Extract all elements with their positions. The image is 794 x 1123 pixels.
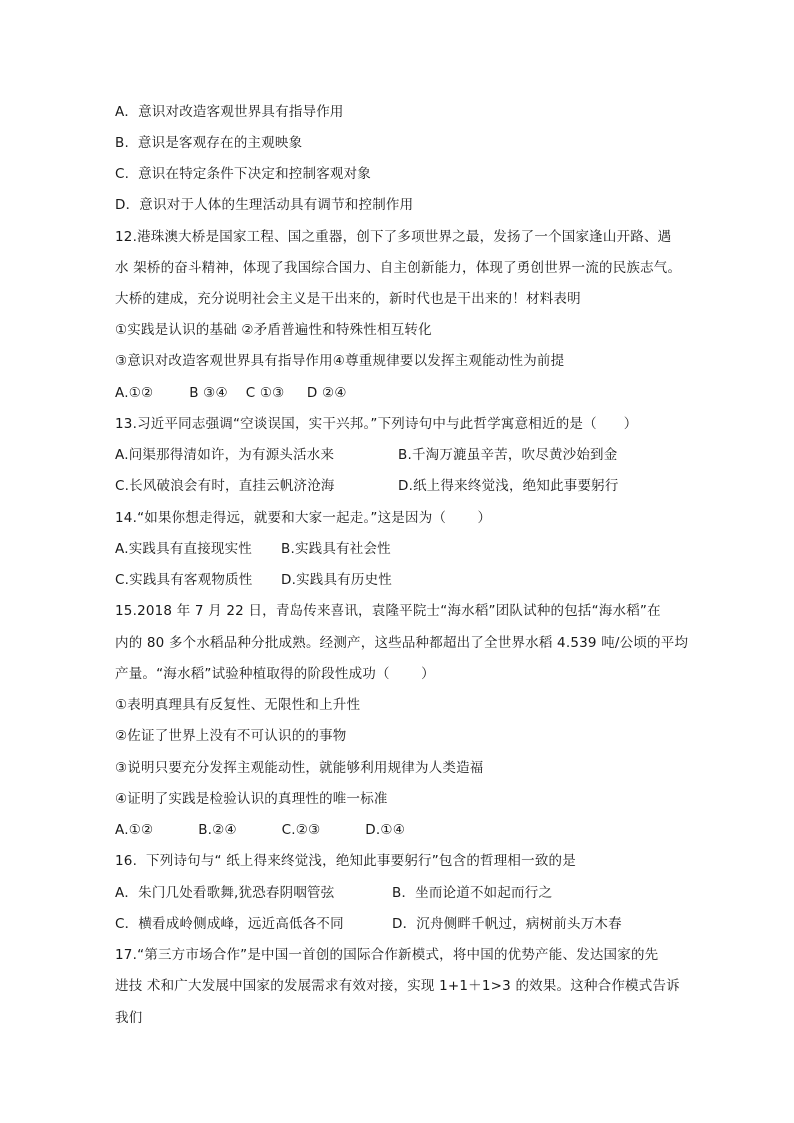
question-12-line-3: 大桥的建成，充分说明社会主义是干出来的，新时代也是干出来的！材料表明 (115, 291, 581, 307)
question-15-statement-1: ①表明真理具有反复性、无限性和上升性 (115, 697, 361, 713)
question-16-option-b: B．坐而论道不如起而行之 (392, 885, 553, 901)
option-11-a: A．意识对改造客观世界具有指导作用 (115, 104, 344, 120)
question-15-line-1: 15.2018 年 7 月 22 日，青岛传来喜讯，袁隆平院士“海水稻”团队试种的包括“海水稻”在 (115, 603, 661, 619)
question-17-line-1: 17.“第三方市场合作”是中国一首创的国际合作新模式，将中国的优势产能、发达国家的先 (115, 947, 659, 963)
option-11-c: C. 意识在特定条件下决定和控制客观对象 (115, 166, 371, 182)
option-11-b: B. 意识是客观存在的主观映象 (115, 135, 303, 151)
question-12-statements-1: ①实践是认识的基础 ②矛盾普遍性和特殊性相互转化 (115, 322, 432, 338)
option-11-d: D．意识对于人体的生理活动具有调节和控制作用 (115, 197, 414, 213)
question-15-line-2: 内的 80 多个水稻品种分批成熟。经测产，这些品种都超出了全世界水稻 4.539 吨/公顷的平均 (115, 635, 689, 651)
question-12-statements-2: ③意识对改造客观世界具有指导作用④尊重规律要以发挥主观能动性为前提 (115, 353, 565, 369)
question-15-statement-3: ③说明只要充分发挥主观能动性，就能够利用规律为人类造福 (115, 760, 484, 776)
question-12-options: A.①② B ③④ C ①③ D ②④ (115, 385, 347, 401)
question-13-stem: 13.习近平同志强调“空谈误国，实干兴邦。”下列诗句中与此哲学寓意相近的是（ ） (115, 416, 638, 432)
question-14-option-d: D.实践具有历史性 (281, 572, 392, 588)
question-17-line-2: 进技 术和广大发展中国家的发展需求有效对接，实现 1+1＋1>3 的效果。这种合作模式告诉 (115, 978, 680, 994)
question-15-statement-2: ②佐证了世界上没有不可认识的的事物 (115, 728, 347, 744)
question-14-option-a: A.实践具有直接现实性 (115, 541, 252, 557)
question-14-option-b: B.实践具有社会性 (281, 541, 391, 557)
question-15-statement-4: ④证明了实践是检验认识的真理性的唯一标准 (115, 791, 388, 807)
question-16-option-a: A．朱门几处看歌舞,犹恐春阴咽管弦 (115, 885, 335, 901)
question-13-option-b: B.千淘万漉虽辛苦，吹尽黄沙始到金 (398, 447, 618, 463)
question-13-option-d: D.纸上得来终觉浅，绝知此事要躬行 (398, 478, 619, 494)
question-15-options: A.①② B.②④ C.②③ D.①④ (115, 822, 406, 838)
question-15-line-3: 产量。“海水稻”试验种植取得的阶段性成功（ ） (115, 666, 435, 682)
question-16-stem: 16. 下列诗句与“ 纸上得来终觉浅，绝知此事要躬行”包含的哲理相一致的是 (115, 853, 576, 869)
question-12-line-1: 12.港珠澳大桥是国家工程、国之重器，创下了多项世界之最，发扬了一个国家逢山开路、遇 (115, 229, 672, 245)
question-13-option-c: C.长风破浪会有时，直挂云帆济沧海 (115, 478, 335, 494)
question-16-option-d: D．沉舟侧畔千帆过，病树前头万木春 (392, 916, 622, 932)
question-16-option-c: C．横看成岭侧成峰，远近高低各不同 (115, 916, 344, 932)
question-13-option-a: A.问渠那得清如许，为有源头活水来 (115, 447, 335, 463)
question-12-line-2: 水 架桥的奋斗精神，体现了我国综合国力、自主创新能力，体现了勇创世界一流的民族志气。 (115, 260, 682, 276)
question-17-line-3: 我们 (115, 1010, 143, 1026)
question-14-stem: 14.“如果你想走得远，就要和大家一起走。”这是因为（ ） (115, 510, 492, 526)
question-14-option-c: C.实践具有客观物质性 (115, 572, 253, 588)
